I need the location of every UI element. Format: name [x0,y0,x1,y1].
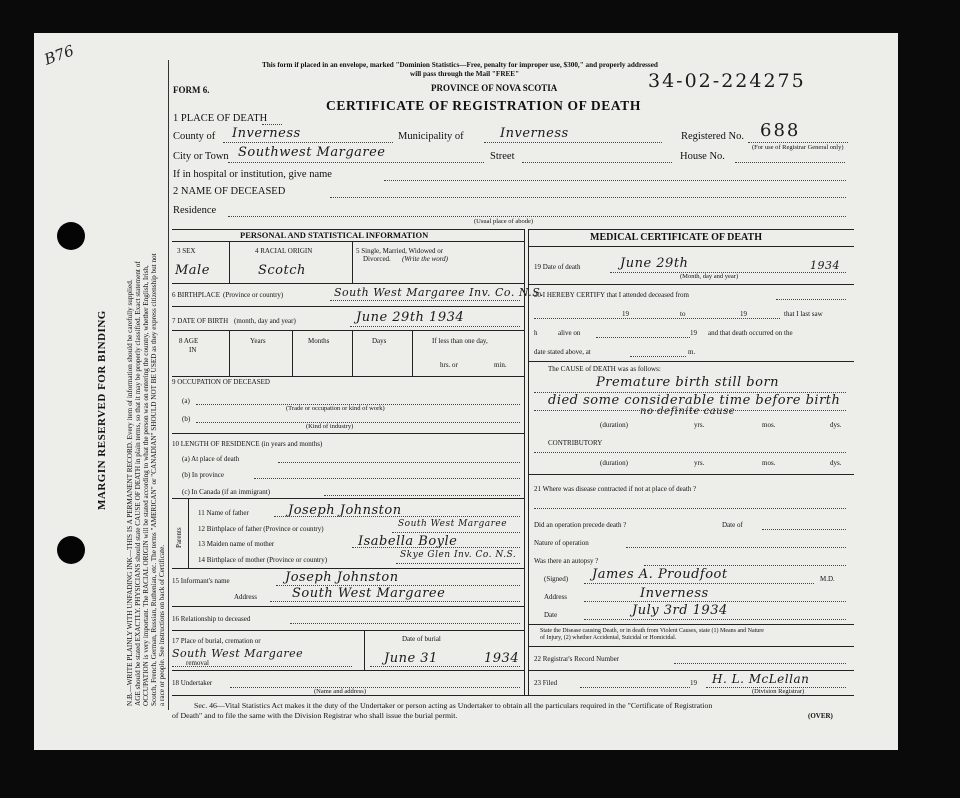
house-label: House No. [680,151,725,162]
fill-line [270,601,520,602]
fill-line [748,142,848,143]
footer-section-46-cont: of Death" and to file the same with the Division Registrar who shall issue the burial permit. [172,711,458,720]
province: PROVINCE OF NOVA SCOTIA [431,83,558,93]
parents-divider [188,498,189,568]
marital-label-2: Divorced. [363,255,391,263]
burial-label-2: removal [186,659,209,667]
cause-line-3: no definite cause [640,406,736,417]
certify-death-occurred: and that death occurred on the [708,329,793,337]
rule [172,433,524,434]
fill-line [534,452,846,453]
registrar-note: (For use of Registrar General only) [752,144,844,151]
file-number: 34-02-224275 [648,70,806,92]
marital-hint: (Write the word) [402,255,449,263]
age-label-2: IN [189,346,197,354]
res-b-label: (b) In province [182,471,224,479]
name-label: 2 NAME OF DECEASED [173,186,286,197]
med-date-label: Date [544,611,558,619]
over-label: (OVER) [808,712,833,720]
duration-label: (duration) [600,421,628,429]
min-label: min. [494,361,507,369]
rule [172,306,524,307]
fill-line [626,547,846,548]
cell-divider [229,330,230,376]
fill-line [762,529,846,530]
cause-line-2: died some considerable time before birth [548,393,841,408]
nature-label: Nature of operation [534,539,589,547]
fill-line [534,508,846,509]
occ-b-label: (b) [182,415,191,423]
instruction-line: N.B.—WRITE PLAINLY WITH UNFADING INK—THIS IS A PERMANENT RECORD. Every item of information should be carefully supplied. [126,279,134,706]
yrs-label: yrs. [694,421,705,429]
binder-hole-top [57,222,85,250]
dys-label: dys. [830,459,842,467]
fill-line [278,462,520,463]
street-label: Street [490,151,515,162]
mother-birthplace-label: 14 Birthplace of mother (Province or country) [198,556,328,564]
rule [172,630,524,631]
rule [172,670,524,671]
certify-date-stated: date stated above, at [534,348,591,356]
fill-line [584,619,846,620]
fill-line [630,356,686,357]
informant-label: 15 Informant's name [172,577,230,585]
fill-line [274,516,520,517]
sex-value: Male [175,263,210,278]
personal-section-title: PERSONAL AND STATISTICAL INFORMATION [240,230,429,240]
fill-line [396,563,520,564]
burial-date-label: Date of burial [402,635,441,643]
instruction-line: a race or people. See instructions on back of Certificate. [158,544,166,706]
municipality-label: Municipality of [398,131,464,142]
autopsy-label: Was there an autopsy ? [534,557,599,565]
fill-line [735,162,845,163]
margin-instructions [126,66,166,706]
mother-birthplace-value: Skye Glen Inv. Co. N.S. [400,550,517,560]
med-date-value: July 3rd 1934 [632,603,728,618]
rule [528,361,854,362]
hospital-label: If in hospital or institution, give name [173,169,332,180]
father-birthplace-label: 12 Birthplace of father (Province or country) [198,525,324,533]
fill-line [262,124,282,125]
fill-line [522,162,672,163]
sex-label: 3 SEX [177,247,196,255]
fill-line [484,142,662,143]
rule [528,646,854,647]
state-note: of Injury, (2) whether Accidental, Suicidal or Homicidal. [540,635,677,641]
fill-line [330,197,846,198]
fill-line [223,142,393,143]
fill-line [350,326,520,327]
fill-line [330,300,520,301]
fill-line [228,162,484,163]
dod-hint: (Month, day and year) [680,273,739,280]
rule [528,246,854,247]
municipality-value: Inverness [500,126,569,141]
cell-divider [292,330,293,376]
mother-value: Isabella Boyle [358,534,458,549]
registered-number: 688 [760,120,801,141]
cause-line-1: Premature birth still born [596,375,780,390]
occ-a-hint: (Trade or occupation or kind of work) [286,405,385,412]
operation-label: Did an operation precede death ? [534,521,627,529]
footer-section-46: Sec. 46—Vital Statistics Act makes it the duty of the Undertaker or person acting as Undertaker to obtain all the particulars required in the "Certificate of Registration [194,701,713,710]
father-label: 11 Name of father [198,509,249,517]
contributory-label: CONTRIBUTORY [548,439,603,447]
fill-line [584,583,814,584]
rule [172,283,524,284]
mos-label: mos. [762,421,776,429]
fill-line [534,410,846,411]
record-number-label: 22 Registrar's Record Number [534,655,620,663]
racial-label: 4 RACIAL ORIGIN [255,247,313,255]
less-day-label: If less than one day, [432,337,488,345]
binder-hole-bottom [57,536,85,564]
parents-label: Parents [175,527,183,548]
dob-hint: (month, day and year) [234,317,296,325]
city-label: City or Town [173,151,229,162]
fill-line [352,547,520,548]
binding-label: MARGIN RESERVED FOR BINDING [96,310,108,510]
envelope-notice: This form if placed in an envelope, marked "Dominion Statistics—Free, penalty for improper use, $300," and properly addressed [262,61,658,69]
city-value: Southwest Margaree [238,145,386,160]
birthplace-hint: (Province or country) [223,291,284,299]
certify-19c: 19 [690,329,697,337]
state-note: State the Disease causing Death, or in death from Violent Causes, state (1) Means and Nature [540,628,764,634]
county-value: Inverness [232,126,301,141]
certify-line-1: 20 I HEREBY CERTIFY that I attended deceased from [534,291,689,299]
dod-year-value: 1934 [810,259,840,272]
relationship-label: 16 Relationship to deceased [172,615,251,623]
certify-19b: 19 [740,310,747,318]
fill-line [384,180,846,181]
county-label: County of [173,131,216,142]
fill-line [254,478,520,479]
registrar-value: H. L. McLellan [712,672,810,686]
cell-divider [364,630,365,670]
page-title: CERTIFICATE OF REGISTRATION OF DEATH [326,98,641,113]
burial-place-value: South West Margaree [172,647,304,660]
cause-label: The CAUSE of DEATH was as follows: [548,365,661,373]
fill-line [228,216,846,217]
certify-alive-on: alive on [558,329,581,337]
marital-label: 5 Single, Married, Widowed or [356,247,444,255]
cell-divider [352,241,353,283]
fill-line [644,565,846,566]
instruction-line: OCCUPATION is very important. The RACIAL ORIGIN will be stated according to what the person was on entering the country, whether English, Irish, [142,265,150,706]
md-label: M.D. [820,575,835,583]
form-number: FORM 6. [173,85,210,95]
birthplace-value: South West Margaree Inv. Co. N.S. [334,286,544,299]
fill-line [230,687,520,688]
cell-divider [412,330,413,376]
dob-value: June 29th 1934 [356,310,465,325]
mother-label: 13 Maiden name of mother [198,540,275,548]
fill-line [196,422,520,423]
signed-label: (Signed) [544,575,569,583]
rule [528,474,854,475]
undertaker-hint: (Name and address) [314,688,366,695]
fill-line [596,337,690,338]
usual-abode-hint: (Usual place of abode) [474,218,534,225]
occupation-label: 9 OCCUPATION OF DECEASED [172,378,270,386]
certify-h: h [534,329,538,337]
certify-m: m. [688,348,696,356]
yrs-label: yrs. [694,459,705,467]
fill-line [584,601,846,602]
fill-line [534,318,780,319]
fill-line [172,666,352,667]
burial-year-value: 1934 [484,651,520,666]
certify-to: to [680,310,686,318]
signed-value: James A. Proudfoot [592,567,728,582]
margin-rule [168,60,169,710]
burial-label: 17 Place of burial, cremation or [172,637,261,645]
father-value: Joseph Johnston [288,503,402,518]
registrar-hint: (Division Registrar) [752,688,805,695]
residence-length-label: 10 LENGTH OF RESIDENCE (in years and months) [172,440,323,448]
certify-19a: 19 [622,310,629,318]
rule [172,241,524,242]
burial-date-value: June 31 [384,651,438,666]
informant-address-value: South West Margaree [292,586,446,601]
rule [172,568,524,569]
op-date-label: Date of [722,521,743,529]
fill-line [776,299,846,300]
rule [172,498,524,499]
registered-label: Registered No. [681,131,744,142]
rule [172,606,524,607]
rule [172,376,524,377]
filed-label: 23 Filed [534,679,558,687]
rule [528,670,854,671]
rule [528,284,854,285]
informant-address-label: Address [234,593,257,601]
fill-line [290,623,520,624]
res-a-label: (a) At place of death [182,455,240,463]
hrs-label: hrs. or [440,361,458,369]
days-label: Days [372,337,387,345]
rule [528,229,854,230]
instruction-line: AGE should be stated EXACTLY. PHYSICIANS should state CAUSE OF DEATH in plain terms, so that it may be properly classified. Exact statement of [134,261,142,706]
occ-b-hint: (Kind of industry) [306,423,354,430]
res-c-label: (c) In Canada (if an immigrant) [182,488,271,496]
fill-line [370,666,520,667]
dod-value: June 29th [620,256,689,271]
fill-line [392,532,520,533]
filed-19: 19 [690,679,697,687]
undertaker-label: 18 Undertaker [172,679,213,687]
cell-divider [352,330,353,376]
cell-divider [229,241,230,283]
instruction-line: Scotch, French, German, Russian, Ruthenian, etc. The terms "AMERICAN" or "CANADIAN" SHOULD NOT BE USED as they express citizenship but not [150,253,158,706]
dys-label: dys. [830,421,842,429]
informant-value: Joseph Johnston [285,570,399,585]
fill-line [324,495,520,496]
father-birthplace-value: South West Margaree [398,519,508,529]
months-label: Months [308,337,330,345]
occ-a-label: (a) [182,397,190,405]
mos-label: mos. [762,459,776,467]
age-label: 8 AGE [179,337,199,345]
racial-value: Scotch [258,263,306,278]
rule [172,330,524,331]
rule [528,624,854,625]
medical-section-title: MEDICAL CERTIFICATE OF DEATH [590,232,762,243]
dob-label: 7 DATE OF BIRTH [172,317,229,325]
fill-line [580,687,690,688]
dod-label: 19 Date of death [534,263,581,271]
med-address-value: Inverness [640,586,709,601]
med-address-label: Address [544,593,567,601]
fill-line [674,663,846,664]
place-of-death-label: 1 PLACE OF DEATH [173,113,268,124]
envelope-notice: will pass through the Mail "FREE" [410,70,520,78]
corner-note: B76 [41,41,77,69]
contracted-label: 21 Where was disease contracted if not at place of death ? [534,485,697,493]
years-label: Years [250,337,266,345]
certify-last-saw: that I last saw [784,310,823,318]
residence-label: Residence [173,205,217,216]
birthplace-label: 6 BIRTHPLACE [172,291,220,299]
duration-label: (duration) [600,459,628,467]
